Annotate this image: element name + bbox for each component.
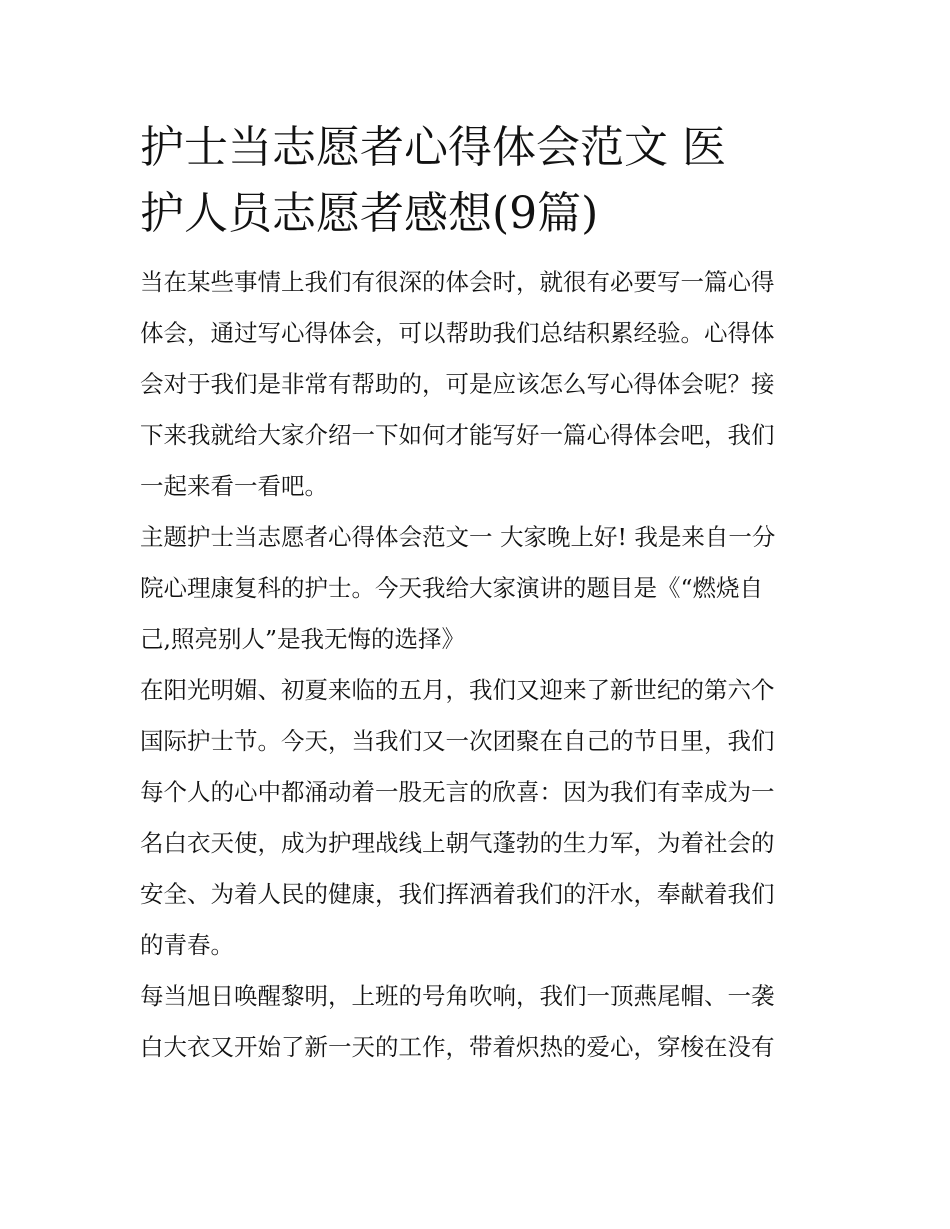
text-line: 国际护士节。今天，当我们又一次团聚在自己的节日里，我们: [140, 727, 775, 755]
text-line: 在阳光明媚、初夏来临的五月，我们又迎来了新世纪的第六个: [140, 676, 775, 704]
text-line: 每个人的心中都涌动着一股无言的欣喜：因为我们有幸成为一: [140, 778, 775, 806]
document-body: [140, 115, 812, 1073]
intro-paragraph: [140, 257, 812, 512]
essay-heading-paragraph: [140, 512, 812, 665]
text-line: 院心理康复科的护士。今天我给大家演讲的题目是《“燃烧自: [140, 574, 764, 602]
text-line: 当在某些事情上我们有很深的体会时，就很有必要写一篇心得: [140, 268, 775, 296]
text-line: 每当旭日唤醒黎明，上班的号角吹响，我们一顶燕尾帽、一袭: [140, 982, 775, 1010]
text-line: 名白衣天使，成为护理战线上朝气蓬勃的生力军，为着社会的: [140, 829, 775, 857]
text-line: 安全、为着人民的健康，我们挥洒着我们的汗水，奉献着我们: [140, 880, 775, 908]
text-line: 白大衣又开始了新一天的工作，带着炽热的爱心，穿梭在没有: [140, 1033, 775, 1061]
text-line: 一起来看一看吧。: [140, 472, 328, 500]
text-line: 的青春。: [140, 931, 234, 959]
text-line: 会对于我们是非常有帮助的，可是应该怎么写心得体会呢？接: [140, 370, 775, 398]
body-paragraph: [140, 665, 812, 971]
text-line: 己,照亮别人”是我无悔的选择》: [140, 625, 465, 653]
text-line: 主题护士当志愿者心得体会范文一 大家晚上好! 我是来自一分: [140, 523, 776, 551]
document-title: [140, 115, 812, 247]
text-line: 下来我就给大家介绍一下如何才能写好一篇心得体会吧，我们: [140, 421, 775, 449]
title-line: 护人员志愿者感想(9篇): [140, 188, 599, 239]
body-paragraph: [140, 971, 812, 1073]
text-line: 体会，通过写心得体会，可以帮助我们总结积累经验。心得体: [140, 319, 775, 347]
title-line: 护士当志愿者心得体会范文 医: [140, 122, 726, 173]
